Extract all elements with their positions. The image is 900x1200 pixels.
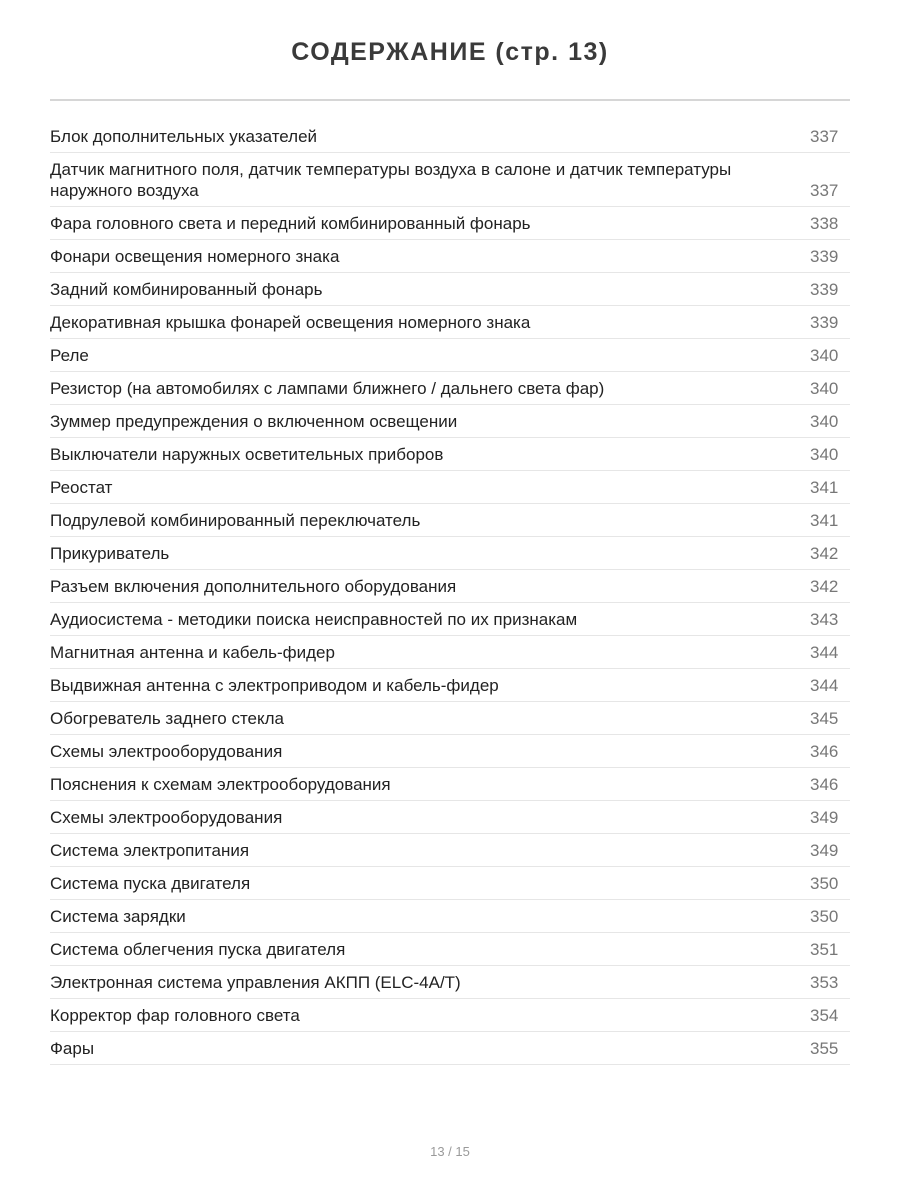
toc-entry-page-number: 341 bbox=[810, 478, 839, 497]
toc-entry[interactable] bbox=[50, 372, 850, 405]
toc-entry-page-number: 341 bbox=[810, 511, 839, 530]
toc-entry-page-number: 339 bbox=[810, 247, 839, 266]
toc-entry[interactable] bbox=[50, 867, 850, 900]
toc-entry[interactable] bbox=[50, 801, 850, 834]
toc-entry-page-number: 351 bbox=[810, 940, 839, 959]
toc-entry-title: Реостат bbox=[50, 478, 113, 497]
toc-entry-page-number: 346 bbox=[810, 742, 839, 761]
toc-entry-page-number: 350 bbox=[810, 874, 839, 893]
toc-entry-page-number: 344 bbox=[810, 676, 839, 695]
toc-entry-page-number: 340 bbox=[810, 346, 839, 365]
toc-entry-title: Задний комбинированный фонарь bbox=[50, 280, 323, 299]
toc-entry-title: Выдвижная антенна с электроприводом и кабель-фидер bbox=[50, 676, 499, 695]
toc-entry-page-number: 354 bbox=[810, 1006, 839, 1025]
table-of-contents bbox=[50, 120, 850, 1065]
toc-entry-title: Блок дополнительных указателей bbox=[50, 127, 318, 146]
toc-entry-title: Фары bbox=[50, 1039, 95, 1058]
toc-entry-title: Резистор (на автомобилях с лампами ближнего / дальнего света фар) bbox=[50, 379, 605, 398]
toc-entry[interactable] bbox=[50, 405, 850, 438]
toc-entry-title: Выключатели наружных осветительных приборов bbox=[50, 445, 444, 464]
toc-entry-title: Датчик магнитного поля, датчик температуры воздуха в салоне и датчик температуры наружного воздуха bbox=[50, 160, 732, 200]
toc-entry-title: Реле bbox=[50, 346, 89, 365]
toc-entry-page-number: 349 bbox=[810, 841, 839, 860]
toc-entry-title: Схемы электрооборудования bbox=[50, 742, 283, 761]
toc-entry-title: Фонари освещения номерного знака bbox=[50, 247, 340, 266]
toc-entry-page-number: 343 bbox=[810, 610, 839, 629]
toc-entry[interactable] bbox=[50, 207, 850, 240]
toc-entry[interactable] bbox=[50, 603, 850, 636]
toc-entry-title: Корректор фар головного света bbox=[50, 1006, 300, 1025]
toc-entry[interactable] bbox=[50, 669, 850, 702]
toc-entry-page-number: 339 bbox=[810, 280, 839, 299]
toc-entry-title: Декоративная крышка фонарей освещения номерного знака bbox=[50, 313, 531, 332]
toc-entry-title: Система зарядки bbox=[50, 907, 186, 926]
toc-entry[interactable] bbox=[50, 570, 850, 603]
toc-entry-title: Подрулевой комбинированный переключатель bbox=[50, 511, 421, 530]
toc-entry-page-number: 349 bbox=[810, 808, 839, 827]
toc-entry-page-number: 350 bbox=[810, 907, 839, 926]
toc-entry-page-number: 340 bbox=[810, 412, 839, 431]
toc-entry[interactable] bbox=[50, 702, 850, 735]
toc-entry[interactable] bbox=[50, 1032, 850, 1065]
toc-entry-title: Фара головного света и передний комбинированный фонарь bbox=[50, 214, 531, 233]
toc-entry[interactable] bbox=[50, 636, 850, 669]
toc-entry[interactable] bbox=[50, 966, 850, 999]
toc-entry[interactable] bbox=[50, 153, 850, 207]
toc-entry-title: Система пуска двигателя bbox=[50, 874, 251, 893]
toc-entry-page-number: 337 bbox=[810, 127, 839, 146]
toc-entry-page-number: 339 bbox=[810, 313, 839, 332]
toc-entry-title: Прикуриватель bbox=[50, 544, 170, 563]
toc-entry-page-number: 338 bbox=[810, 214, 839, 233]
toc-entry-title: Зуммер предупреждения о включенном освещении bbox=[50, 412, 458, 431]
toc-entry-title: Пояснения к схемам электрооборудования bbox=[50, 775, 391, 794]
toc-entry[interactable] bbox=[50, 834, 850, 867]
toc-entry[interactable] bbox=[50, 120, 850, 153]
toc-entry[interactable] bbox=[50, 240, 850, 273]
toc-entry-title: Разъем включения дополнительного оборудования bbox=[50, 577, 457, 596]
toc-entry-page-number: 342 bbox=[810, 577, 839, 596]
toc-entry-title: Схемы электрооборудования bbox=[50, 808, 283, 827]
toc-entry[interactable] bbox=[50, 537, 850, 570]
toc-entry[interactable] bbox=[50, 339, 850, 372]
title-divider bbox=[50, 99, 850, 101]
toc-entry-title: Аудиосистема - методики поиска неисправностей по их признакам bbox=[50, 610, 578, 629]
toc-entry-title: Электронная система управления АКПП (ELC-4A/T) bbox=[50, 973, 461, 992]
toc-entry-page-number: 337 bbox=[810, 181, 839, 200]
toc-entry[interactable] bbox=[50, 504, 850, 537]
toc-entry[interactable] bbox=[50, 933, 850, 966]
toc-entry-title: Магнитная антенна и кабель-фидер bbox=[50, 643, 335, 662]
toc-entry[interactable] bbox=[50, 471, 850, 504]
toc-entry[interactable] bbox=[50, 273, 850, 306]
toc-entry[interactable] bbox=[50, 999, 850, 1032]
toc-entry-title: Обогреватель заднего стекла bbox=[50, 709, 284, 728]
toc-entry-page-number: 345 bbox=[810, 709, 839, 728]
toc-entry[interactable] bbox=[50, 306, 850, 339]
toc-entry-page-number: 353 bbox=[810, 973, 839, 992]
toc-entry-page-number: 340 bbox=[810, 379, 839, 398]
toc-entry-page-number: 340 bbox=[810, 445, 839, 464]
toc-entry-page-number: 342 bbox=[810, 544, 839, 563]
toc-entry-title: Система электропитания bbox=[50, 841, 250, 860]
toc-entry-title: Система облегчения пуска двигателя bbox=[50, 940, 346, 959]
toc-entry[interactable] bbox=[50, 900, 850, 933]
toc-entry-page-number: 346 bbox=[810, 775, 839, 794]
toc-entry[interactable] bbox=[50, 438, 850, 471]
toc-entry-page-number: 355 bbox=[810, 1039, 839, 1058]
toc-entry[interactable] bbox=[50, 768, 850, 801]
page-title: СОДЕРЖАНИЕ (стр. 13) bbox=[291, 38, 609, 66]
toc-entry-page-number: 344 bbox=[810, 643, 839, 662]
toc-entry[interactable] bbox=[50, 735, 850, 768]
page-indicator: 13 / 15 bbox=[430, 1144, 470, 1159]
